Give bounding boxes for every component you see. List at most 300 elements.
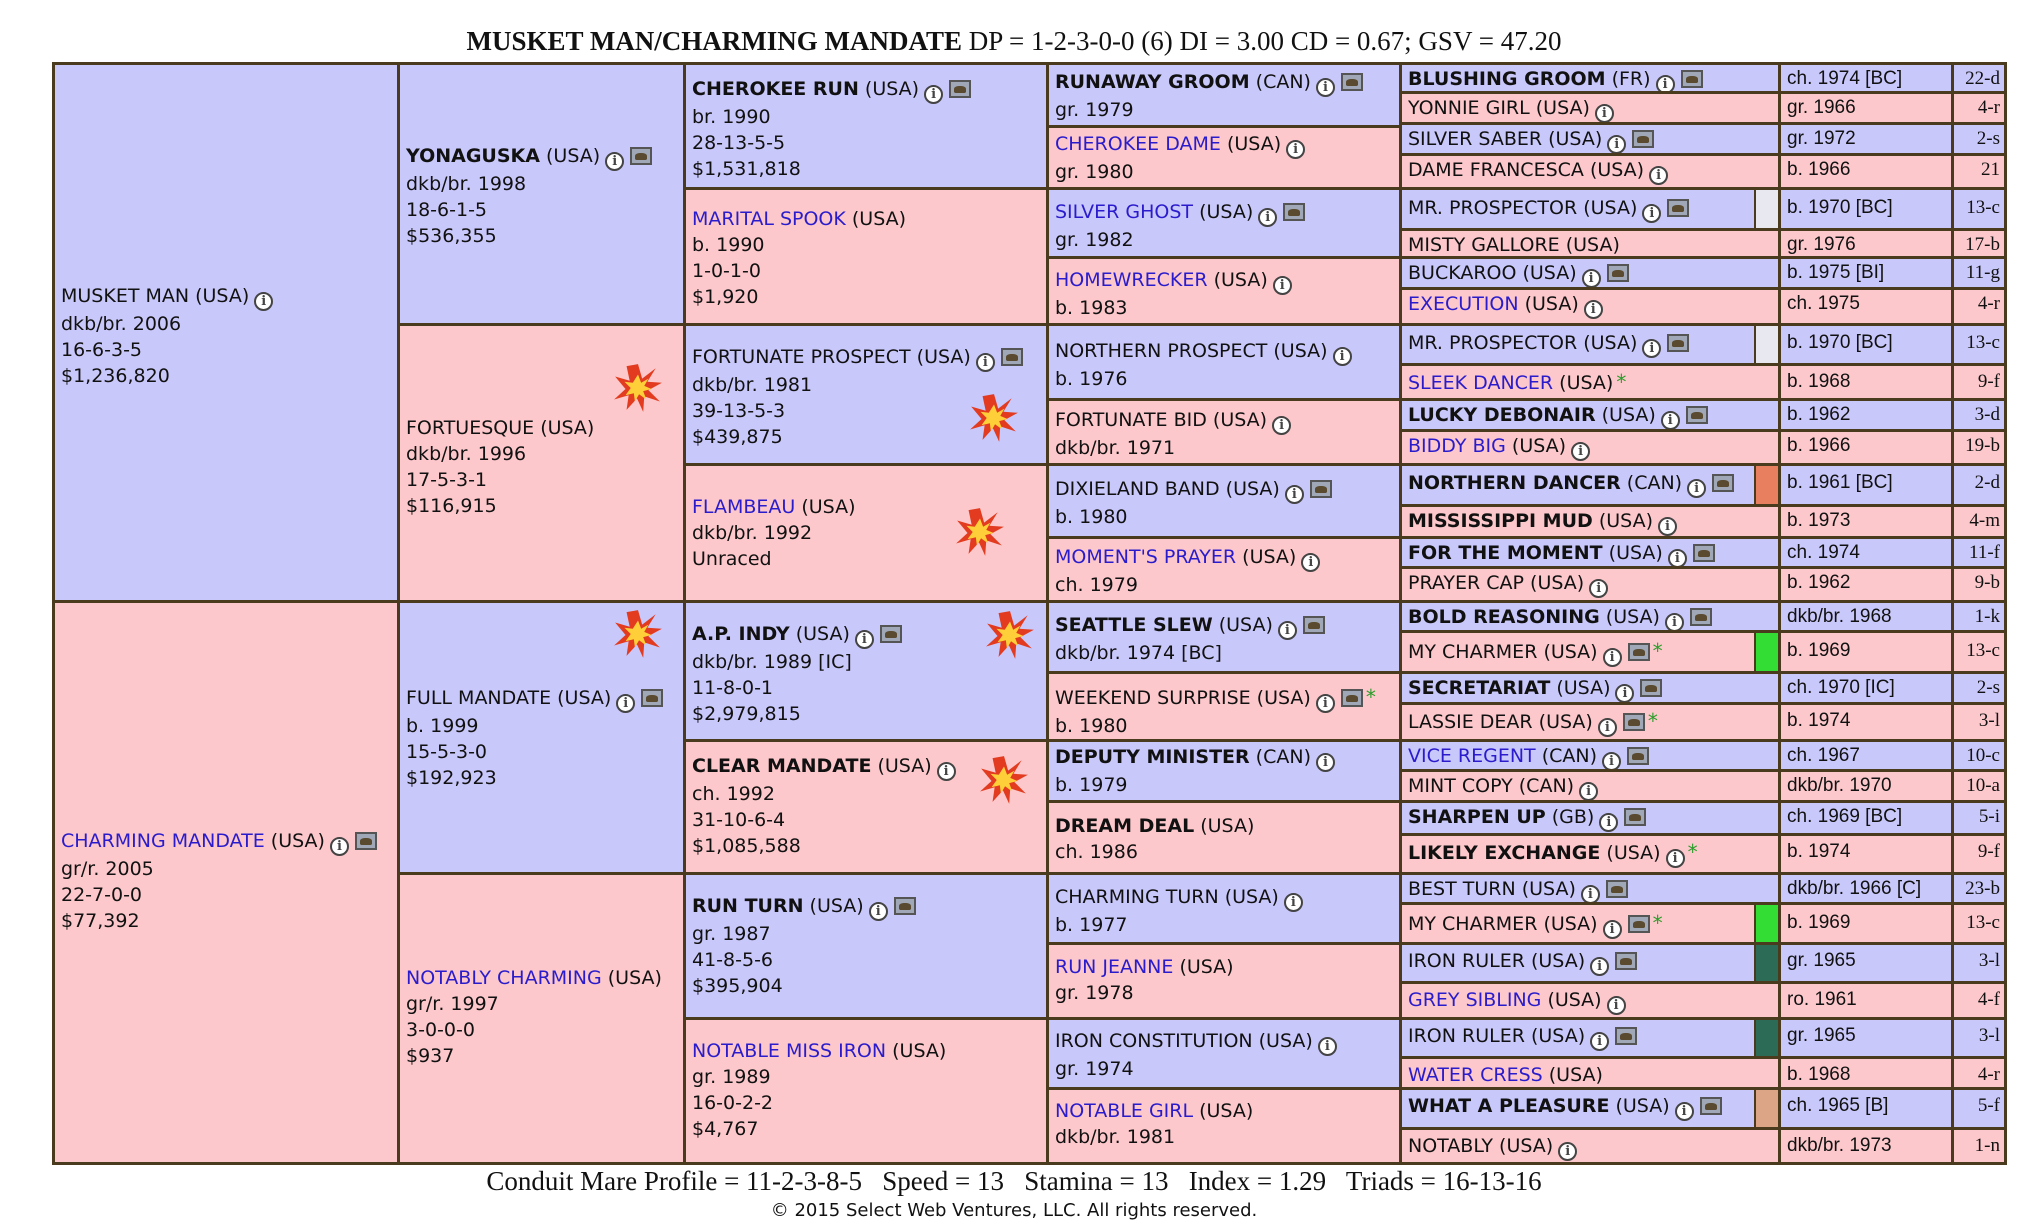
horse-name[interactable]: A.P. INDY xyxy=(692,623,790,645)
horse-name[interactable]: MR. PROSPECTOR xyxy=(1408,197,1578,219)
gen5-info: ch. 1974 [BC] xyxy=(1778,62,1954,94)
horse-color-year: dkb/br. 1998 xyxy=(406,173,527,195)
info-icon[interactable]: i xyxy=(1333,347,1352,366)
info-icon[interactable]: i xyxy=(1582,269,1601,288)
horse-name[interactable]: IRON CONSTITUTION xyxy=(1055,1030,1253,1052)
info-icon[interactable]: i xyxy=(1666,849,1685,868)
horse-country: (USA) xyxy=(1515,878,1576,900)
horse-name-line xyxy=(1055,69,1393,97)
horse-name[interactable]: RUN TURN xyxy=(692,895,804,917)
horse-name-line xyxy=(406,143,677,171)
horse-record: 16-6-3-5 xyxy=(61,339,143,361)
color-swatch xyxy=(1754,1090,1778,1127)
horse-country: (USA) xyxy=(858,78,920,100)
gen3-cell xyxy=(683,739,1049,875)
horse-name[interactable]: IRON RULER xyxy=(1408,1025,1525,1047)
horse-record: 16-0-2-2 xyxy=(692,1092,774,1114)
photo-icon[interactable] xyxy=(1303,616,1325,634)
gen5-stat: 13-c xyxy=(1951,902,2007,945)
horse-name[interactable]: SEATTLE SLEW xyxy=(1055,614,1213,636)
horse-name-link[interactable]: VICE REGENT xyxy=(1408,745,1536,767)
gen5-info: b. 1966 xyxy=(1778,153,1954,190)
photo-icon[interactable] xyxy=(630,147,652,165)
horse-name-link[interactable]: NOTABLY CHARMING xyxy=(406,967,602,989)
star-icon: * xyxy=(1616,370,1627,394)
gen5-stat: 19-b xyxy=(1951,429,2007,466)
gen5-stat: 4-f xyxy=(1951,981,2007,1020)
horse-name[interactable]: LUCKY DEBONAIR xyxy=(1408,404,1596,426)
gen2-cell xyxy=(397,872,686,1165)
horse-name[interactable]: NOTABLY xyxy=(1408,1135,1493,1157)
info-icon[interactable]: i xyxy=(1687,479,1706,498)
horse-color-year: b. 1977 xyxy=(1055,914,1128,936)
horse-country: (USA) xyxy=(1532,711,1593,733)
horse-name-line xyxy=(406,965,677,991)
horse-name[interactable]: IRON RULER xyxy=(1408,950,1525,972)
info-icon[interactable]: i xyxy=(1649,166,1668,185)
gen5-stat: 23-b xyxy=(1951,872,2007,905)
horse-color-year: gr. 1987 xyxy=(692,923,771,945)
photo-icon[interactable] xyxy=(1628,643,1650,661)
horse-color-year: gr/r. 1997 xyxy=(406,993,499,1015)
info-icon[interactable]: i xyxy=(1595,104,1614,123)
horse-name-line xyxy=(692,1038,1040,1064)
gen5-info: b. 1970 [BC] xyxy=(1778,323,1954,366)
gen5-stat: 3-d xyxy=(1951,398,2007,432)
photo-icon[interactable] xyxy=(1341,73,1363,91)
photo-icon[interactable] xyxy=(1681,70,1703,88)
info-icon[interactable]: i xyxy=(1316,753,1335,772)
horse-name[interactable]: LIKELY EXCHANGE xyxy=(1408,842,1601,864)
horse-country: (USA) xyxy=(1600,842,1661,864)
horse-earnings: $1,531,818 xyxy=(692,158,801,180)
horse-name-line xyxy=(1055,954,1393,980)
horse-country: (USA) xyxy=(1212,614,1273,636)
gen5-stat: 3-l xyxy=(1951,702,2007,742)
info-icon[interactable]: i xyxy=(1589,579,1608,598)
horse-name-link[interactable]: BIDDY BIG xyxy=(1408,435,1506,457)
horse-country: (USA) xyxy=(1537,913,1598,935)
horse-earnings: $1,085,588 xyxy=(692,835,801,857)
horse-name[interactable]: FORTUESQUE xyxy=(406,417,535,439)
info-icon[interactable]: i xyxy=(1607,996,1626,1015)
horse-name-link[interactable]: RUN JEANNE xyxy=(1055,956,1174,978)
horse-country: (USA) xyxy=(1218,886,1279,908)
photo-icon[interactable] xyxy=(1667,199,1689,217)
info-icon[interactable]: i xyxy=(1615,684,1634,703)
horse-earnings: $116,915 xyxy=(406,495,497,517)
info-icon[interactable]: i xyxy=(1558,1142,1577,1161)
info-icon[interactable]: i xyxy=(1675,1102,1694,1121)
gen5-stat: 2-s xyxy=(1951,122,2007,156)
info-icon[interactable]: i xyxy=(1584,300,1603,319)
title-stats: DP = 1-2-3-0-0 (6) DI = 3.00 CD = 0.67; GSV = 47.20 xyxy=(962,26,1562,56)
horse-country: (USA) xyxy=(1252,1030,1313,1052)
horse-name-link[interactable]: HOMEWRECKER xyxy=(1055,269,1208,291)
color-swatch xyxy=(1754,190,1778,228)
horse-name[interactable]: CHEROKEE RUN xyxy=(692,78,859,100)
info-icon[interactable]: i xyxy=(1598,718,1617,737)
horse-name[interactable]: SILVER SABER xyxy=(1408,128,1543,150)
horse-color-year: b. 1979 xyxy=(1055,774,1128,796)
info-icon[interactable]: i xyxy=(855,630,874,649)
horse-color-year: ch. 1992 xyxy=(692,783,775,805)
horse-country: (USA) xyxy=(1602,542,1663,564)
gen5-cell xyxy=(1399,1056,1781,1090)
horse-record: 39-13-5-3 xyxy=(692,400,786,422)
horse-country: (USA) xyxy=(1206,409,1268,431)
info-icon[interactable]: i xyxy=(1599,813,1618,832)
info-icon[interactable]: i xyxy=(1278,621,1297,640)
gen4-cell xyxy=(1046,62,1402,128)
info-icon[interactable]: i xyxy=(1602,752,1621,771)
horse-color-year: dkb/br. 1981 xyxy=(692,374,813,396)
gen5-cell xyxy=(1399,287,1781,326)
horse-name[interactable]: FOR THE MOMENT xyxy=(1408,542,1603,564)
horse-name[interactable]: RUNAWAY GROOM xyxy=(1055,71,1250,93)
horse-name[interactable]: BEST TURN xyxy=(1408,878,1516,900)
horse-name-line xyxy=(692,893,1040,921)
horse-name[interactable]: FULL MANDATE xyxy=(406,687,552,709)
info-icon[interactable]: i xyxy=(1286,140,1305,159)
gen5-stat: 11-f xyxy=(1951,536,2007,569)
horse-name[interactable]: MY CHARMER xyxy=(1408,913,1538,935)
info-icon[interactable]: i xyxy=(1581,885,1600,904)
gen5-info: gr. 1965 xyxy=(1778,942,1954,984)
horse-country: (USA) xyxy=(1541,989,1602,1011)
photo-icon[interactable] xyxy=(1615,952,1637,970)
horse-name-link[interactable]: SLEEK DANCER xyxy=(1408,372,1554,394)
info-icon[interactable]: i xyxy=(330,837,349,856)
copyright: © 2015 Select Web Ventures, LLC. All rights reserved. xyxy=(770,1200,1258,1221)
horse-country: (USA) xyxy=(1524,950,1586,972)
horse-earnings: $77,392 xyxy=(61,910,140,932)
photo-icon[interactable] xyxy=(1640,679,1662,697)
horse-name[interactable]: WHAT A PLEASURE xyxy=(1408,1095,1610,1117)
gen5-stat: 9-f xyxy=(1951,363,2007,401)
gen5-info: b. 1974 xyxy=(1778,833,1954,875)
horse-name[interactable]: MUSKET MAN xyxy=(61,285,190,307)
gen4-cell xyxy=(1046,187,1402,259)
horse-name-link[interactable]: SILVER GHOST xyxy=(1055,201,1194,223)
photo-icon[interactable] xyxy=(1607,264,1629,282)
horse-name-link[interactable]: CHEROKEE DAME xyxy=(1055,133,1221,155)
horse-name-line xyxy=(406,685,677,713)
info-icon[interactable]: i xyxy=(1656,75,1675,94)
info-icon[interactable]: i xyxy=(1642,204,1661,223)
horse-name[interactable]: CHARMING TURN xyxy=(1055,886,1219,908)
horse-country: (USA) xyxy=(1559,234,1620,256)
gen4-cell xyxy=(1046,536,1402,603)
horse-country: (USA) xyxy=(551,687,612,709)
photo-icon[interactable] xyxy=(1310,480,1332,498)
horse-earnings: $1,236,820 xyxy=(61,365,170,387)
gen4-cell xyxy=(1046,463,1402,539)
gen5-cell xyxy=(1399,902,1781,945)
gen5-stat: 4-r xyxy=(1951,1056,2007,1090)
horse-name[interactable]: CLEAR MANDATE xyxy=(692,755,872,777)
horse-name[interactable]: MISSISSIPPI MUD xyxy=(1408,510,1593,532)
horse-name-link[interactable]: NOTABLE MISS IRON xyxy=(692,1040,887,1062)
horse-country: (USA) xyxy=(601,967,662,989)
horse-country: (USA) xyxy=(1592,510,1653,532)
photo-icon[interactable] xyxy=(1627,747,1649,765)
horse-country: (USA) xyxy=(1553,372,1614,394)
star-icon: * xyxy=(1687,840,1698,864)
gen4-cell xyxy=(1046,323,1402,401)
horse-country: (USA) xyxy=(1577,332,1638,354)
photo-icon[interactable] xyxy=(355,832,377,850)
info-icon[interactable]: i xyxy=(1301,553,1320,572)
info-icon[interactable]: i xyxy=(1590,1032,1609,1051)
horse-color-year: gr. 1980 xyxy=(1055,161,1134,183)
horse-country: (CAN) xyxy=(1620,472,1683,494)
color-swatch xyxy=(1754,1020,1778,1056)
info-icon[interactable]: i xyxy=(254,292,273,311)
gen5-cell xyxy=(1399,739,1781,772)
info-icon[interactable]: i xyxy=(924,85,943,104)
gen5-stat: 2-s xyxy=(1951,671,2007,705)
horse-record: 11-8-0-1 xyxy=(692,677,774,699)
horse-name-line xyxy=(692,206,1040,232)
gen5-stat: 4-m xyxy=(1951,504,2007,539)
horse-name[interactable]: MR. PROSPECTOR xyxy=(1408,332,1578,354)
gen5-cell xyxy=(1399,228,1781,259)
horse-country: (USA) xyxy=(1518,293,1579,315)
photo-icon[interactable] xyxy=(1712,474,1734,492)
horse-color-year: gr/r. 2005 xyxy=(61,858,154,880)
gen5-info: dkb/br. 1970 xyxy=(1778,769,1954,803)
photo-icon[interactable] xyxy=(1001,348,1023,366)
horse-color-year: b. 1983 xyxy=(1055,297,1128,319)
gen5-stat: 17-b xyxy=(1951,228,2007,259)
gen5-stat: 22-d xyxy=(1951,62,2007,94)
info-icon[interactable]: i xyxy=(1590,957,1609,976)
horse-color-year: ch. 1986 xyxy=(1055,841,1138,863)
photo-icon[interactable] xyxy=(1615,1027,1637,1045)
horse-name-link[interactable]: MARITAL SPOOK xyxy=(692,208,846,230)
photo-icon[interactable] xyxy=(880,625,902,643)
horse-name-line xyxy=(1055,338,1393,366)
horse-name-link[interactable]: EXECUTION xyxy=(1408,293,1519,315)
horse-country: (USA) xyxy=(1524,572,1585,594)
horse-name[interactable]: SECRETARIAT xyxy=(1408,677,1551,699)
horse-record: 1-0-1-0 xyxy=(692,260,761,282)
photo-icon[interactable] xyxy=(1667,334,1689,352)
horse-earnings: $1,920 xyxy=(692,286,759,308)
horse-name-line xyxy=(1055,407,1393,435)
info-icon[interactable]: i xyxy=(1316,694,1335,713)
gen5-info: dkb/br. 1968 xyxy=(1778,600,1954,633)
horse-country: (USA) xyxy=(1542,1064,1603,1086)
info-icon[interactable]: i xyxy=(1316,78,1335,97)
gen4-cell xyxy=(1046,1087,1402,1165)
gen5-info: b. 1970 [BC] xyxy=(1778,187,1954,231)
info-icon[interactable]: i xyxy=(1258,208,1277,227)
info-icon[interactable]: i xyxy=(605,152,624,171)
horse-name[interactable]: SHARPEN UP xyxy=(1408,806,1546,828)
photo-icon[interactable] xyxy=(1283,203,1305,221)
info-icon[interactable]: i xyxy=(1642,339,1661,358)
horse-name[interactable]: NORTHERN PROSPECT xyxy=(1055,340,1268,362)
horse-name[interactable]: MY CHARMER xyxy=(1408,641,1538,663)
horse-name[interactable]: LASSIE DEAR xyxy=(1408,711,1533,733)
gen5-info: dkb/br. 1973 xyxy=(1778,1127,1954,1165)
horse-name-line xyxy=(1055,267,1393,295)
horse-color-year: gr. 1989 xyxy=(692,1066,771,1088)
horse-earnings: $2,979,815 xyxy=(692,703,801,725)
gen2-cell xyxy=(397,323,686,603)
info-icon[interactable]: i xyxy=(1579,782,1598,801)
info-icon[interactable]: i xyxy=(976,353,995,372)
info-icon[interactable]: i xyxy=(1272,416,1291,435)
horse-country: (USA) xyxy=(1505,435,1567,457)
horse-color-year: br. 1990 xyxy=(692,106,771,128)
horse-country: (USA) xyxy=(1609,1095,1670,1117)
photo-icon[interactable] xyxy=(1632,130,1654,148)
horse-color-year: dkb/br. 1981 xyxy=(1055,1126,1176,1148)
horse-record: 18-6-1-5 xyxy=(406,199,488,221)
gen5-stat: 4-r xyxy=(1951,287,2007,326)
horse-name[interactable]: WEEKEND SURPRISE xyxy=(1055,687,1251,709)
gen5-cell xyxy=(1399,398,1781,432)
info-icon[interactable]: i xyxy=(1603,648,1622,667)
gen5-info: b. 1973 xyxy=(1778,504,1954,539)
horse-record: 41-8-5-6 xyxy=(692,949,774,971)
horse-name[interactable]: BOLD REASONING xyxy=(1408,606,1600,628)
horse-country: (GB) xyxy=(1545,806,1595,828)
info-icon[interactable]: i xyxy=(1607,135,1626,154)
photo-icon[interactable] xyxy=(1686,406,1708,424)
horse-earnings: $395,904 xyxy=(692,975,783,997)
gen5-cell xyxy=(1399,566,1781,603)
horse-color-year: b. 1980 xyxy=(1055,506,1128,528)
gen5-info: gr. 1965 xyxy=(1778,1017,1954,1059)
horse-earnings: $937 xyxy=(406,1045,455,1067)
horse-name[interactable]: MINT COPY xyxy=(1408,775,1513,797)
gen5-info: gr. 1966 xyxy=(1778,91,1954,125)
gen5-cell xyxy=(1399,872,1781,905)
photo-icon[interactable] xyxy=(949,80,971,98)
horse-name[interactable]: DIXIELAND BAND xyxy=(1055,478,1220,500)
gen2-cell xyxy=(397,62,686,326)
horse-name[interactable]: NORTHERN DANCER xyxy=(1408,472,1621,494)
gen5-stat: 5-i xyxy=(1951,800,2007,836)
photo-icon[interactable] xyxy=(641,689,663,707)
page-title xyxy=(0,26,2028,57)
gen5-stat: 13-c xyxy=(1951,630,2007,674)
gen5-cell xyxy=(1399,256,1781,290)
horse-name[interactable]: BUCKAROO xyxy=(1408,262,1517,284)
photo-icon[interactable] xyxy=(1628,915,1650,933)
gen5-stat: 21 xyxy=(1951,153,2007,190)
horse-country: (USA) xyxy=(886,1040,947,1062)
horse-name-link[interactable]: WATER CRESS xyxy=(1408,1064,1543,1086)
horse-country: (USA) xyxy=(1577,197,1638,219)
horse-name-line xyxy=(1055,131,1393,159)
photo-icon[interactable] xyxy=(1606,880,1628,898)
gen5-cell xyxy=(1399,122,1781,156)
horse-name-link[interactable]: NOTABLE GIRL xyxy=(1055,1100,1194,1122)
horse-color-year: b. 1976 xyxy=(1055,368,1128,390)
horse-country: (USA) xyxy=(1207,269,1268,291)
photo-icon[interactable] xyxy=(1341,689,1363,707)
horse-earnings: $536,355 xyxy=(406,225,497,247)
info-icon[interactable]: i xyxy=(1285,485,1304,504)
horse-name[interactable]: DREAM DEAL xyxy=(1055,815,1195,837)
photo-icon[interactable] xyxy=(1690,608,1712,626)
info-icon[interactable]: i xyxy=(616,694,635,713)
gen5-info: gr. 1972 xyxy=(1778,122,1954,156)
horse-name[interactable]: BLUSHING GROOM xyxy=(1408,68,1606,90)
info-icon[interactable]: i xyxy=(1665,613,1684,632)
gen5-cell xyxy=(1399,702,1781,742)
star-icon: * xyxy=(1652,639,1663,663)
horse-name[interactable]: DEPUTY MINISTER xyxy=(1055,746,1250,768)
horse-name[interactable]: YONNIE GIRL xyxy=(1408,97,1530,119)
color-swatch xyxy=(1754,945,1778,981)
horse-name-line xyxy=(1055,813,1393,839)
horse-record: 22-7-0-0 xyxy=(61,884,143,906)
info-icon[interactable]: i xyxy=(937,762,956,781)
horse-name[interactable]: FORTUNATE BID xyxy=(1055,409,1207,431)
info-icon[interactable]: i xyxy=(1603,920,1622,939)
horse-record: 15-5-3-0 xyxy=(406,741,488,763)
horse-country: (USA) xyxy=(1493,1135,1554,1157)
horse-name-link[interactable]: GREY SIBLING xyxy=(1408,989,1542,1011)
horse-color-year: dkb/br. 1996 xyxy=(406,443,527,465)
info-icon[interactable]: i xyxy=(1571,442,1590,461)
horse-name[interactable]: PRAYER CAP xyxy=(1408,572,1524,594)
horse-name-link[interactable]: CHARMING MANDATE xyxy=(61,830,265,852)
gen5-cell xyxy=(1399,942,1781,984)
color-swatch xyxy=(1754,326,1778,363)
gen5-stat: 4-r xyxy=(1951,91,2007,125)
star-icon: * xyxy=(1652,911,1663,935)
horse-country: (USA) xyxy=(789,623,850,645)
info-icon[interactable]: i xyxy=(1273,276,1292,295)
horse-country: (CAN) xyxy=(1249,746,1311,768)
horse-name-line xyxy=(1055,612,1393,640)
photo-icon[interactable] xyxy=(894,897,916,915)
gen5-info: ch. 1974 xyxy=(1778,536,1954,569)
info-icon[interactable]: i xyxy=(1658,517,1677,536)
gen5-cell xyxy=(1399,1127,1781,1165)
horse-name[interactable]: DAME FRANCESCA xyxy=(1408,159,1584,181)
info-icon[interactable]: i xyxy=(1284,893,1303,912)
photo-icon[interactable] xyxy=(1623,713,1645,731)
horse-name[interactable]: FORTUNATE PROSPECT xyxy=(692,346,911,368)
horse-name-link[interactable]: FLAMBEAU xyxy=(692,496,796,518)
info-icon[interactable]: i xyxy=(869,902,888,921)
horse-name-link[interactable]: MOMENT'S PRAYER xyxy=(1055,546,1237,568)
horse-country: (USA) xyxy=(1219,478,1280,500)
gen3-cell xyxy=(683,187,1049,326)
horse-country: (USA) xyxy=(1583,159,1645,181)
gen5-stat: 5-f xyxy=(1951,1087,2007,1130)
gen5-info: ch. 1970 [IC] xyxy=(1778,671,1954,705)
photo-icon[interactable] xyxy=(1693,544,1715,562)
horse-name[interactable]: YONAGUSKA xyxy=(406,145,540,167)
info-icon[interactable]: i xyxy=(1661,411,1680,430)
info-icon[interactable]: i xyxy=(1668,549,1687,568)
photo-icon[interactable] xyxy=(1624,808,1646,826)
info-icon[interactable]: i xyxy=(1318,1037,1337,1056)
photo-icon[interactable] xyxy=(1700,1097,1722,1115)
gen4-cell xyxy=(1046,398,1402,466)
horse-name[interactable]: MISTY GALLORE xyxy=(1408,234,1560,256)
gen5-info: ch. 1967 xyxy=(1778,739,1954,772)
